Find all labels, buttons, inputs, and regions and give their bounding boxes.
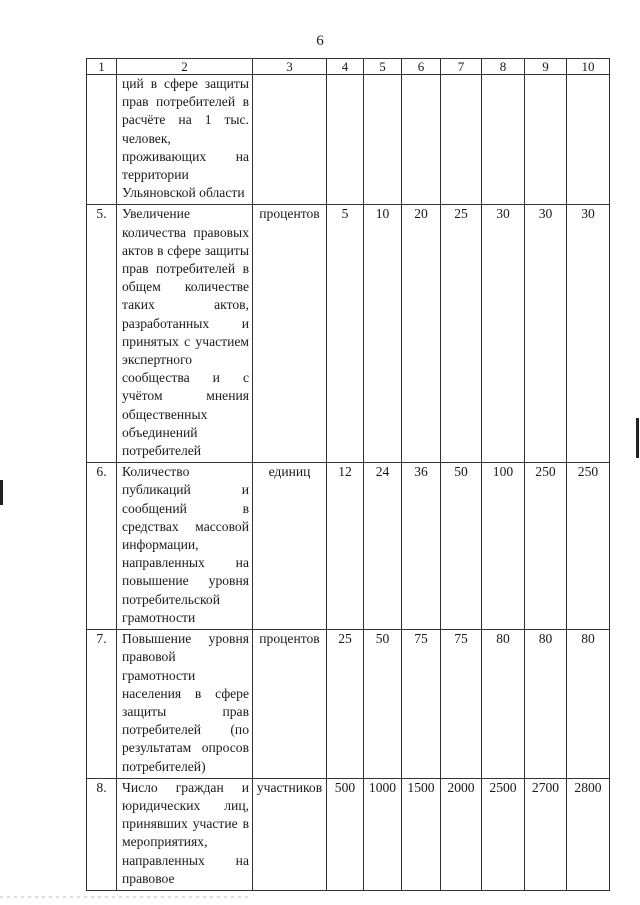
value-cell: 1500 xyxy=(402,778,441,890)
indicator-name: Число граждан и юридических лиц, принявших участие в мероприятиях, направленных на правовое xyxy=(117,778,253,890)
value-cell: 50 xyxy=(364,630,402,779)
column-number: 7 xyxy=(441,59,482,75)
value-cell: 30 xyxy=(525,205,567,463)
indicator-name: Количество публикаций и сообщений в средствах массовой информации, направленных на повышение уровня потребительской грамотности xyxy=(117,463,253,630)
column-number: 3 xyxy=(253,59,327,75)
column-number: 10 xyxy=(567,59,610,75)
unit: единиц xyxy=(253,463,327,630)
value-cell: 25 xyxy=(327,630,364,779)
value-cell: 500 xyxy=(327,778,364,890)
value-cell: 24 xyxy=(364,463,402,630)
value-cell: 2500 xyxy=(482,778,525,890)
value-cell: 250 xyxy=(567,463,610,630)
value-cell: 5 xyxy=(327,205,364,463)
column-number: 6 xyxy=(402,59,441,75)
value-cell: 250 xyxy=(525,463,567,630)
value-cell: 30 xyxy=(482,205,525,463)
value-cell: 10 xyxy=(364,205,402,463)
column-number: 1 xyxy=(87,59,117,75)
value-cell: 2800 xyxy=(567,778,610,890)
value-cell: 75 xyxy=(402,630,441,779)
value-cell: 36 xyxy=(402,463,441,630)
unit: процентов xyxy=(253,630,327,779)
value-cell: 80 xyxy=(525,630,567,779)
value-cell: 25 xyxy=(441,205,482,463)
unit: процентов xyxy=(253,205,327,463)
value-cell: 30 xyxy=(567,205,610,463)
column-number: 8 xyxy=(482,59,525,75)
row-number: 6. xyxy=(87,463,117,630)
value-cell: 80 xyxy=(567,630,610,779)
row-number: 7. xyxy=(87,630,117,779)
value-cell: 75 xyxy=(441,630,482,779)
unit: участников xyxy=(253,778,327,890)
value-cell: 12 xyxy=(327,463,364,630)
indicator-name: Повышение уровня правовой грамотности населения в сфере защиты прав потребителей (по результатам опросов потребителей) xyxy=(117,630,253,779)
value-cell: 1000 xyxy=(364,778,402,890)
scan-edge-mark xyxy=(636,418,639,458)
value-cell: 20 xyxy=(402,205,441,463)
column-number: 9 xyxy=(525,59,567,75)
value-cell: 80 xyxy=(482,630,525,779)
indicator-name: Увеличение количества правовых актов в сфере защиты прав потребителей в общем количестве таких актов, разработанных и принятых с участием экспертного сообщества и с учётом мнения общественных объединений потребителей xyxy=(117,205,253,463)
column-number: 4 xyxy=(327,59,364,75)
scan-edge-mark xyxy=(0,480,3,505)
indicator-name: ций в сфере защиты прав потребителей в расчёте на 1 тыс. человек, проживающих на территории Ульяновской области xyxy=(117,75,253,205)
column-number: 2 xyxy=(117,59,253,75)
value-cell: 50 xyxy=(441,463,482,630)
row-number: 5. xyxy=(87,205,117,463)
value-cell: 100 xyxy=(482,463,525,630)
value-cell: 2700 xyxy=(525,778,567,890)
page-number: 6 xyxy=(316,33,324,49)
value-cell: 2000 xyxy=(441,778,482,890)
column-number: 5 xyxy=(364,59,402,75)
row-number: 8. xyxy=(87,778,117,890)
